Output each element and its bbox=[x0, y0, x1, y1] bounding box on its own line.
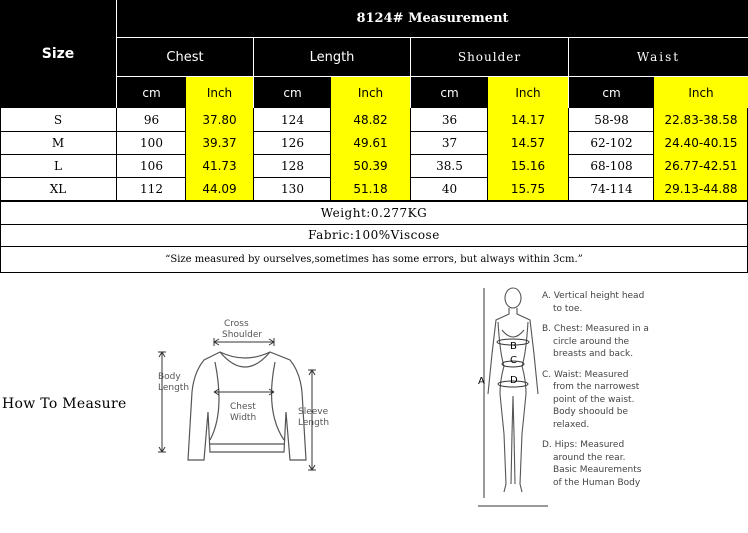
unit-inch-length: Inch bbox=[331, 77, 410, 108]
measure-note bbox=[542, 439, 672, 489]
figure-legs bbox=[511, 396, 515, 484]
table-cell: 44.09 bbox=[186, 177, 253, 200]
mark-a: A bbox=[478, 376, 485, 387]
body-length-label-2: Length bbox=[158, 383, 190, 393]
table-cell: 128 bbox=[281, 158, 304, 173]
table-cell: 51.18 bbox=[331, 177, 410, 200]
measure-note-line: around the rear. bbox=[553, 452, 626, 463]
row-divider bbox=[0, 246, 748, 247]
fabric-text: Fabric:100%Viscose bbox=[308, 228, 440, 242]
row-divider bbox=[0, 224, 748, 225]
measure-note-line: Basic Meaurements bbox=[553, 465, 642, 475]
table-cell: 50.39 bbox=[331, 154, 410, 177]
table-cell: 38.5 bbox=[436, 158, 463, 173]
unit-cm-shoulder: cm bbox=[411, 77, 488, 108]
how-to-measure-label: How To Measure bbox=[2, 396, 127, 412]
header-divider bbox=[117, 76, 748, 77]
column-divider bbox=[253, 108, 254, 201]
table-cell: 14.57 bbox=[488, 131, 568, 154]
note-text: “Size measured by ourselves,sometimes has some errors, but always within 3cm.” bbox=[165, 253, 583, 265]
table-cell: 36 bbox=[441, 112, 458, 127]
table-cell: 126 bbox=[281, 135, 304, 150]
column-divider bbox=[653, 108, 654, 201]
measure-note-line: circle around the bbox=[553, 336, 630, 347]
table-title-text: 8124# Measurement bbox=[356, 11, 509, 26]
measure-note bbox=[542, 323, 672, 361]
table-cell: 29.13-44.88 bbox=[654, 177, 748, 200]
sweater-neckline bbox=[220, 352, 270, 367]
measure-note-line: B. Chest: Measured in a bbox=[542, 324, 649, 334]
group-length bbox=[254, 38, 410, 76]
table-cell: 74-114 bbox=[590, 181, 633, 196]
sleeve-length-label-1: Sleeve bbox=[298, 407, 329, 417]
body-length-label-1: Body bbox=[158, 372, 181, 382]
measure-note-line: point of the waist. bbox=[553, 394, 635, 405]
table-cell: 68-108 bbox=[590, 158, 633, 173]
table-cell: 100 bbox=[140, 135, 163, 150]
unit-inch-shoulder: Inch bbox=[488, 77, 568, 108]
fabric-row bbox=[0, 224, 748, 246]
header-divider bbox=[253, 38, 254, 108]
column-divider bbox=[487, 108, 488, 201]
table-cell: 14.17 bbox=[488, 108, 568, 131]
column-divider bbox=[330, 108, 331, 201]
measure-note-line: A. Vertical height head bbox=[542, 291, 645, 301]
group-waist bbox=[569, 38, 748, 76]
header-divider bbox=[568, 38, 569, 108]
group-chest bbox=[117, 38, 253, 76]
measure-note-line: D. Hips: Measured bbox=[542, 440, 625, 450]
group-label: Waist bbox=[636, 50, 681, 64]
sleeve-length-label-2: Length bbox=[298, 418, 330, 428]
table-cell: 40 bbox=[441, 181, 458, 196]
row-divider bbox=[0, 272, 748, 273]
header-divider bbox=[117, 37, 748, 38]
column-divider bbox=[116, 108, 117, 201]
table-cell: 112 bbox=[140, 181, 163, 196]
table-title-cell bbox=[117, 0, 748, 37]
table-cell: 15.16 bbox=[488, 154, 568, 177]
unit-inch-chest: Inch bbox=[186, 77, 253, 108]
size-cell: M bbox=[51, 135, 65, 150]
table-cell: 39.37 bbox=[186, 131, 253, 154]
cross-shoulder-label-2: Shoulder bbox=[222, 330, 263, 340]
note-row bbox=[0, 246, 748, 272]
measure-notes bbox=[542, 290, 672, 489]
mark-c: C bbox=[510, 355, 517, 366]
sweater-seam bbox=[210, 362, 219, 440]
cross-shoulder-label-1: Cross bbox=[224, 319, 249, 329]
table-cell: 22.83-38.58 bbox=[654, 108, 748, 131]
group-shoulder bbox=[411, 38, 568, 76]
mark-b: B bbox=[510, 341, 517, 352]
weight-text: Weight:0.277KG bbox=[320, 205, 428, 220]
sweater-seam bbox=[272, 362, 284, 440]
measure-note bbox=[542, 290, 672, 315]
column-divider bbox=[568, 108, 569, 201]
figure-head bbox=[505, 288, 521, 308]
column-divider bbox=[410, 108, 411, 201]
group-label: Shoulder bbox=[457, 50, 522, 64]
table-cell: 106 bbox=[140, 158, 163, 173]
table-cell: 37 bbox=[441, 135, 458, 150]
row-divider bbox=[0, 201, 748, 202]
chest-width-label-2: Width bbox=[230, 413, 257, 423]
table-cell: 124 bbox=[281, 112, 304, 127]
size-header: Size bbox=[41, 46, 75, 62]
table-cell: 130 bbox=[281, 181, 304, 196]
table-cell: 49.61 bbox=[331, 131, 410, 154]
table-cell: 15.75 bbox=[488, 177, 568, 200]
sweater-diagram bbox=[150, 312, 350, 482]
table-cell: 58-98 bbox=[594, 112, 629, 127]
chest-width-label-1: Chest bbox=[230, 402, 256, 412]
weight-row bbox=[0, 201, 748, 224]
unit-inch-waist: Inch bbox=[654, 77, 748, 108]
mark-d: D bbox=[510, 375, 518, 386]
table-cell: 48.82 bbox=[331, 108, 410, 131]
measure-note-line: C. Waist: Measured bbox=[542, 369, 629, 380]
group-label: Chest bbox=[166, 49, 204, 65]
figure-bust bbox=[502, 330, 524, 337]
size-cell: L bbox=[54, 158, 62, 173]
measure-note bbox=[542, 369, 672, 432]
unit-cm-length: cm bbox=[254, 77, 331, 108]
unit-cm-waist: cm bbox=[569, 77, 654, 108]
table-cell: 62-102 bbox=[590, 135, 633, 150]
column-divider bbox=[185, 108, 186, 201]
table-title bbox=[356, 11, 508, 26]
table-cell: 41.73 bbox=[186, 154, 253, 177]
measure-note-line: to toe. bbox=[553, 303, 583, 314]
measure-note-line: of the Human Body bbox=[553, 477, 641, 488]
table-cell: 37.80 bbox=[186, 108, 253, 131]
size-cell: XL bbox=[49, 181, 67, 196]
measure-note-line: breasts and back. bbox=[553, 349, 634, 359]
size-cell: S bbox=[53, 112, 63, 127]
measure-note-line: Body shoould be bbox=[553, 407, 629, 417]
table-cell: 26.77-42.51 bbox=[654, 154, 748, 177]
measure-note-line: relaxed. bbox=[553, 419, 590, 430]
table-cell: 24.40-40.15 bbox=[654, 131, 748, 154]
measure-note-line: from the narrowest bbox=[553, 382, 640, 392]
size-header-cell bbox=[0, 0, 116, 108]
table-cell: 96 bbox=[143, 112, 160, 127]
body-figure-diagram bbox=[478, 284, 548, 514]
header-divider bbox=[116, 0, 117, 108]
header-divider bbox=[410, 38, 411, 108]
table-border bbox=[0, 108, 1, 272]
group-label: Length bbox=[309, 49, 355, 65]
unit-cm-chest: cm bbox=[117, 77, 186, 108]
